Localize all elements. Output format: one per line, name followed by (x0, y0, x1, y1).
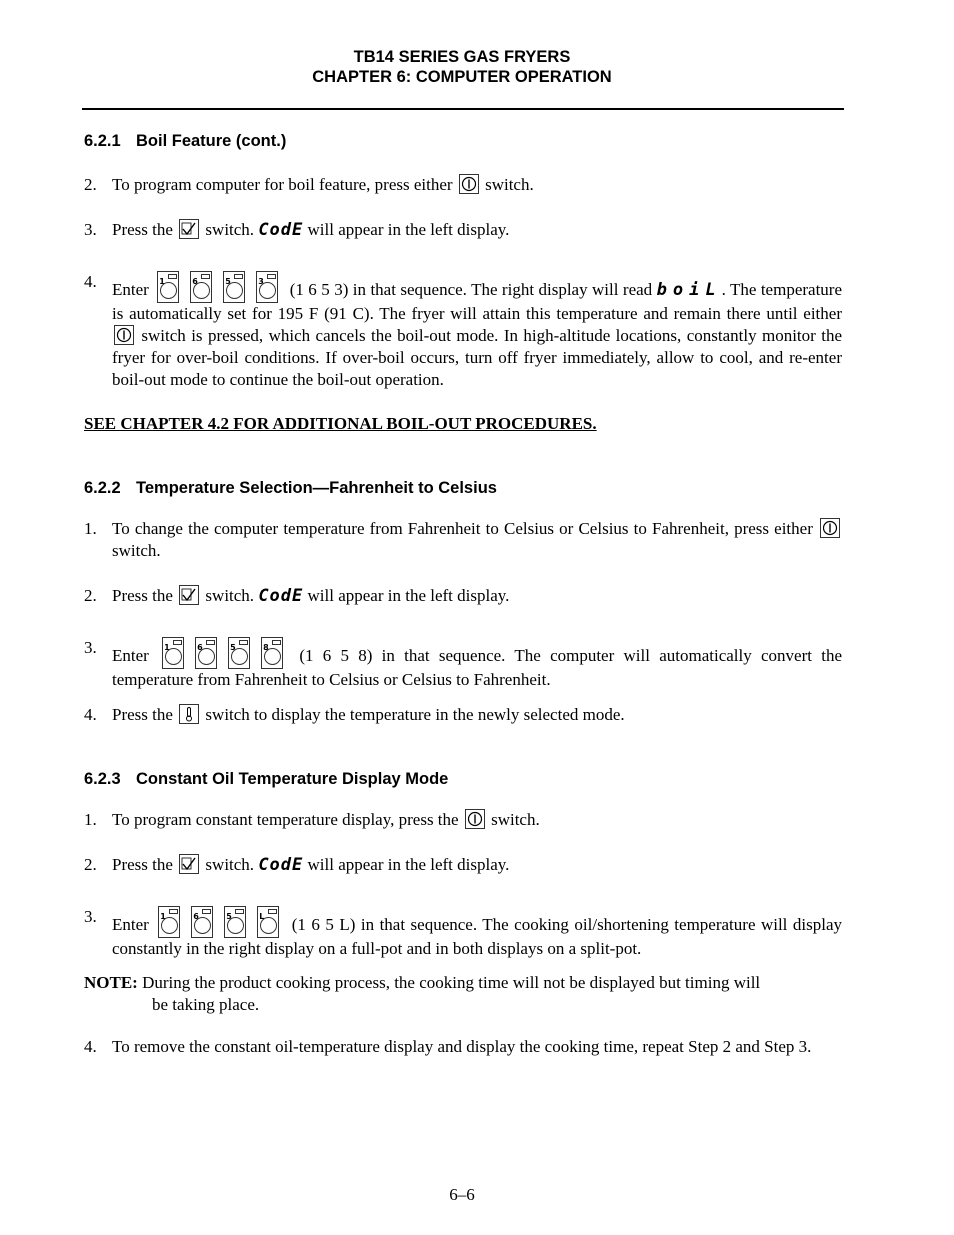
section-number: 6.2.1 (84, 132, 121, 150)
step-text: will appear in the left display. (303, 586, 510, 605)
step-item (84, 174, 842, 196)
key-number: 1 (160, 912, 166, 921)
step-text: switch. (201, 586, 259, 605)
step-number: 4. (84, 272, 97, 291)
step-text: Enter (112, 915, 155, 934)
step-text: Press the (112, 705, 178, 724)
step-number: 2. (84, 586, 97, 605)
step-item (84, 518, 842, 562)
header-title: TB14 SERIES GAS FRYERS (353, 48, 571, 66)
key-number: 1 (164, 643, 170, 652)
section-heading-6-2-1 (84, 132, 286, 151)
key-number: L (259, 912, 265, 921)
step-text: switch. (201, 220, 259, 239)
numbered-key-icon (224, 906, 246, 938)
step-number: 3. (84, 638, 97, 657)
step-number: 3. (84, 220, 97, 239)
numbered-key-icon (162, 637, 184, 669)
thermometer-switch-icon (179, 704, 199, 724)
numbered-key-icon (228, 637, 250, 669)
numbered-key-icon (157, 271, 179, 303)
step-number: 2. (84, 855, 97, 874)
step-item (84, 854, 842, 876)
step-text: To change the computer temperature from Fahrenheit to Celsius or Celsius to Fahrenheit, press either (112, 519, 818, 538)
step-item (84, 809, 842, 831)
step-text: To remove the constant oil-temperature display and display the cooking time, repeat Step 2 and Step 3. (112, 1037, 812, 1056)
note-text: During the product cooking process, the cooking time will not be displayed but timing will (137, 973, 761, 992)
step-text: Enter (112, 280, 154, 299)
step-number: 4. (84, 705, 97, 724)
note-text-continued: be taking place. (152, 995, 260, 1014)
step-text: switch is pressed, which cancels the boil-out mode. In high-altitude locations, constantly monitor the fryer for over-boil conditions. If over-boil occurs, turn off fryer immediately, allow to cool, and re-enter boil-out mode to continue the boil-out operation. (112, 326, 842, 389)
key-number: 5 (230, 643, 236, 652)
key-number: 6 (193, 912, 199, 921)
numbered-key-icon (257, 906, 279, 938)
key-number: 1 (159, 277, 165, 286)
section-title: Boil Feature (cont.) (136, 132, 287, 150)
power-switch-icon (459, 174, 479, 194)
step-text: switch. (112, 541, 161, 560)
step-text: . The temperature is automatically set for 195 F (91 C). The fryer will attain this temperature and remain there until either (112, 280, 843, 323)
key-number: 5 (225, 277, 231, 286)
lcd-boil-readout: boiL (656, 280, 722, 300)
section-heading-6-2-3 (84, 770, 448, 789)
numbered-key-icon (158, 906, 180, 938)
numbered-key-icon (261, 637, 283, 669)
step-text: switch to display the temperature in the newly selected mode. (201, 705, 625, 724)
note-label: NOTE: (84, 973, 138, 992)
power-switch-icon (820, 518, 840, 538)
step-text: To program computer for boil feature, press either (112, 175, 457, 194)
power-switch-icon (465, 809, 485, 829)
step-text: Press the (112, 855, 178, 874)
key-number: 6 (197, 643, 203, 652)
section-title: Temperature Selection—Fahrenheit to Celsius (136, 479, 497, 497)
step-item (84, 585, 842, 607)
step-text: will appear in the left display. (303, 855, 510, 874)
lcd-code-readout: CodE (258, 586, 304, 606)
section-number: 6.2.3 (84, 770, 121, 788)
numbered-key-icon (195, 637, 217, 669)
step-text: (1 6 5 L) in that sequence. The cooking oil/shortening temperature will display constantly in the right display on a full-pot and in both displays on a split-pot. (112, 915, 842, 958)
lcd-code-readout: CodE (258, 220, 304, 240)
numbered-key-icon (191, 906, 213, 938)
step-item (84, 1036, 842, 1058)
step-text: (1 6 5 3) in that sequence. The right display will read (285, 280, 657, 299)
step-text: (1 6 5 8) in that sequence. The computer will automatically convert the temperature from Fahrenheit to Celsius or Celsius to Fahrenheit. (112, 646, 842, 689)
step-text: switch. (486, 810, 540, 829)
step-number: 2. (84, 175, 97, 194)
check-switch-icon (179, 585, 199, 605)
step-item (84, 704, 842, 726)
step-item (84, 219, 842, 241)
step-number: 1. (84, 519, 97, 538)
section-number: 6.2.2 (84, 479, 121, 497)
step-number: 3. (84, 907, 97, 926)
step-text: Enter (112, 646, 159, 665)
numbered-key-icon (256, 271, 278, 303)
step-text: To program constant temperature display, press the (112, 810, 463, 829)
key-number: 6 (192, 277, 198, 286)
section-title: Constant Oil Temperature Display Mode (136, 770, 449, 788)
step-item (84, 906, 842, 960)
check-switch-icon (179, 219, 199, 239)
numbered-key-icon (190, 271, 212, 303)
page-number: 6–6 (449, 1185, 475, 1204)
header-rule (82, 108, 844, 110)
header-chapter: CHAPTER 6: COMPUTER OPERATION (312, 68, 612, 86)
key-number: 8 (263, 643, 269, 652)
note-block (84, 972, 842, 1016)
step-text: switch. (201, 855, 259, 874)
step-text: Press the (112, 586, 178, 605)
section-heading-6-2-2 (84, 479, 497, 498)
lcd-code-readout: CodE (258, 855, 304, 875)
see-chapter-note: SEE CHAPTER 4.2 FOR ADDITIONAL BOIL-OUT PROCEDURES. (84, 414, 597, 433)
power-switch-icon (114, 325, 134, 345)
step-text: will appear in the left display. (303, 220, 510, 239)
numbered-key-icon (223, 271, 245, 303)
step-number: 1. (84, 810, 97, 829)
step-item (84, 271, 842, 391)
step-item (84, 637, 842, 691)
key-number: 5 (226, 912, 232, 921)
check-switch-icon (179, 854, 199, 874)
step-number: 4. (84, 1037, 97, 1056)
key-number: 3 (258, 277, 264, 286)
step-text: Press the (112, 220, 178, 239)
step-text: switch. (480, 175, 534, 194)
